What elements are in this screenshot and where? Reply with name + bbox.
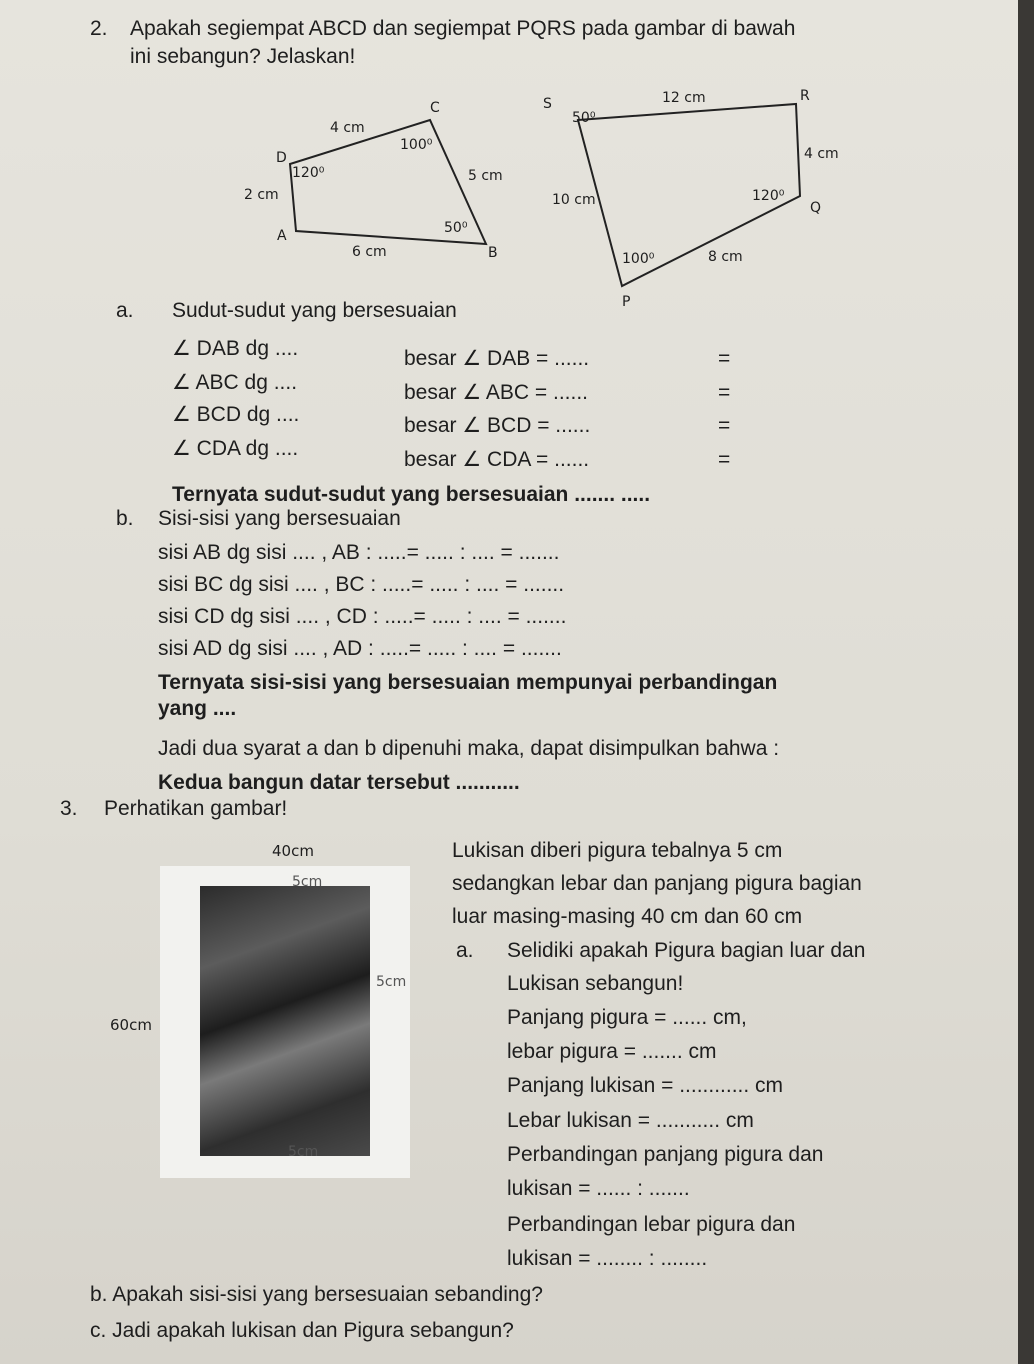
label-S: S (543, 96, 552, 112)
frame-right-label: 5cm (376, 974, 407, 990)
label-A: A (277, 228, 287, 244)
part-b-conclusion-1: Ternyata sisi-sisi yang bersesuaian mempunyai perbandingan (158, 671, 778, 694)
angle-row-3-left: ∠ BCD dg .... (172, 403, 300, 426)
q3-desc-2: sedangkan lebar dan panjang pigura bagian (452, 872, 862, 895)
frame-top-label: 5cm (292, 874, 323, 890)
angle-row-2-mid: besar ∠ ABC = ...... (404, 381, 588, 404)
quadrilateral-figures (0, 0, 1018, 320)
q3-a-1: Selidiki apakah Pigura bagian luar dan (507, 939, 866, 962)
angle-row-3-eq: = (718, 414, 731, 437)
q3-field-2: lebar pigura = ....... cm (507, 1040, 717, 1063)
kedua-line: Kedua bangun datar tersebut ........... (158, 771, 520, 794)
label-C: C (430, 100, 440, 116)
label-Q: Q (810, 200, 822, 216)
q3-field-5b: lukisan = ...... : ....... (507, 1177, 690, 1200)
side-pq: 8 cm (708, 249, 743, 265)
angle-row-3-mid: besar ∠ BCD = ...... (404, 414, 591, 437)
label-P: P (622, 294, 631, 310)
angle-row-1-left: ∠ DAB dg .... (172, 337, 299, 360)
side-sr: 12 cm (662, 90, 706, 106)
angle-row-4-eq: = (718, 448, 731, 471)
side-row-3: sisi CD dg sisi .... , CD : .....= ..... : .... = ....... (158, 605, 567, 628)
side-cd: 4 cm (330, 120, 365, 136)
framed-painting-photo (160, 866, 410, 1178)
side-rq: 4 cm (804, 146, 839, 162)
part-b-title: Sisi-sisi yang bersesuaian (158, 507, 401, 530)
q3-c: c. Jadi apakah lukisan dan Pigura sebangun? (90, 1319, 514, 1342)
q3-a-2: Lukisan sebangun! (507, 972, 684, 995)
q3-field-5a: Perbandingan panjang pigura dan (507, 1143, 824, 1166)
q2-line2: ini sebangun? Jelaskan! (130, 45, 356, 68)
q3-field-3: Panjang lukisan = ............ cm (507, 1074, 784, 1097)
label-B: B (488, 245, 498, 261)
painting-image (200, 886, 370, 1156)
angle-Q: 120⁰ (752, 188, 785, 204)
q3-field-1: Panjang pigura = ...... cm, (507, 1006, 747, 1029)
side-row-2: sisi BC dg sisi .... , BC : .....= ..... : .... = ....... (158, 573, 565, 596)
q2-line1: Apakah segiempat ABCD dan segiempat PQRS pada gambar di bawah (130, 17, 796, 40)
q3-a-label: a. (456, 939, 474, 962)
label-R: R (800, 88, 810, 104)
q3-b: b. Apakah sisi-sisi yang bersesuaian sebanding? (90, 1283, 543, 1306)
side-ab: 6 cm (352, 244, 387, 260)
q3-desc-3: luar masing-masing 40 cm dan 60 cm (452, 905, 803, 928)
jadi-line: Jadi dua syarat a dan b dipenuhi maka, dapat disimpulkan bahwa : (158, 737, 780, 760)
side-ad: 2 cm (244, 187, 279, 203)
part-a-title: Sudut-sudut yang bersesuaian (172, 299, 457, 322)
q3-field-6a: Perbandingan lebar pigura dan (507, 1213, 796, 1236)
q3-desc-1: Lukisan diberi pigura tebalnya 5 cm (452, 839, 783, 862)
angle-row-1-mid: besar ∠ DAB = ...... (404, 347, 590, 370)
frame-bottom-label: 5cm (288, 1144, 319, 1160)
q3-title: Perhatikan gambar! (104, 797, 288, 820)
angle-row-4-mid: besar ∠ CDA = ...... (404, 448, 590, 471)
angle-P: 100⁰ (622, 251, 655, 267)
angle-row-1-eq: = (718, 347, 731, 370)
q2-number: 2. (90, 17, 108, 40)
q3-field-6b: lukisan = ........ : ........ (507, 1247, 708, 1270)
side-bc: 5 cm (468, 168, 503, 184)
side-row-1: sisi AB dg sisi .... , AB : .....= ..... : .... = ....... (158, 541, 560, 564)
photo-left-label: 60cm (110, 1016, 152, 1034)
q3-field-4: Lebar lukisan = ........... cm (507, 1109, 754, 1132)
part-a-label: a. (116, 299, 134, 322)
angle-D: 120⁰ (292, 165, 325, 181)
label-D: D (276, 150, 287, 166)
page-edge-shadow (1018, 0, 1034, 1364)
part-b-label: b. (116, 507, 134, 530)
side-row-4: sisi AD dg sisi .... , AD : .....= ..... : .... = ....... (158, 637, 562, 660)
angle-B: 50⁰ (444, 220, 468, 236)
angle-C: 100⁰ (400, 137, 433, 153)
q3-number: 3. (60, 797, 78, 820)
part-a-conclusion: Ternyata sudut-sudut yang bersesuaian ....... ..... (172, 483, 651, 506)
angle-S: 50⁰ (572, 110, 596, 126)
photo-top-label: 40cm (272, 842, 314, 860)
angle-row-2-left: ∠ ABC dg .... (172, 371, 298, 394)
side-ps: 10 cm (552, 192, 596, 208)
angle-row-4-left: ∠ CDA dg .... (172, 437, 299, 460)
angle-row-2-eq: = (718, 381, 731, 404)
part-b-conclusion-2: yang .... (158, 697, 237, 720)
